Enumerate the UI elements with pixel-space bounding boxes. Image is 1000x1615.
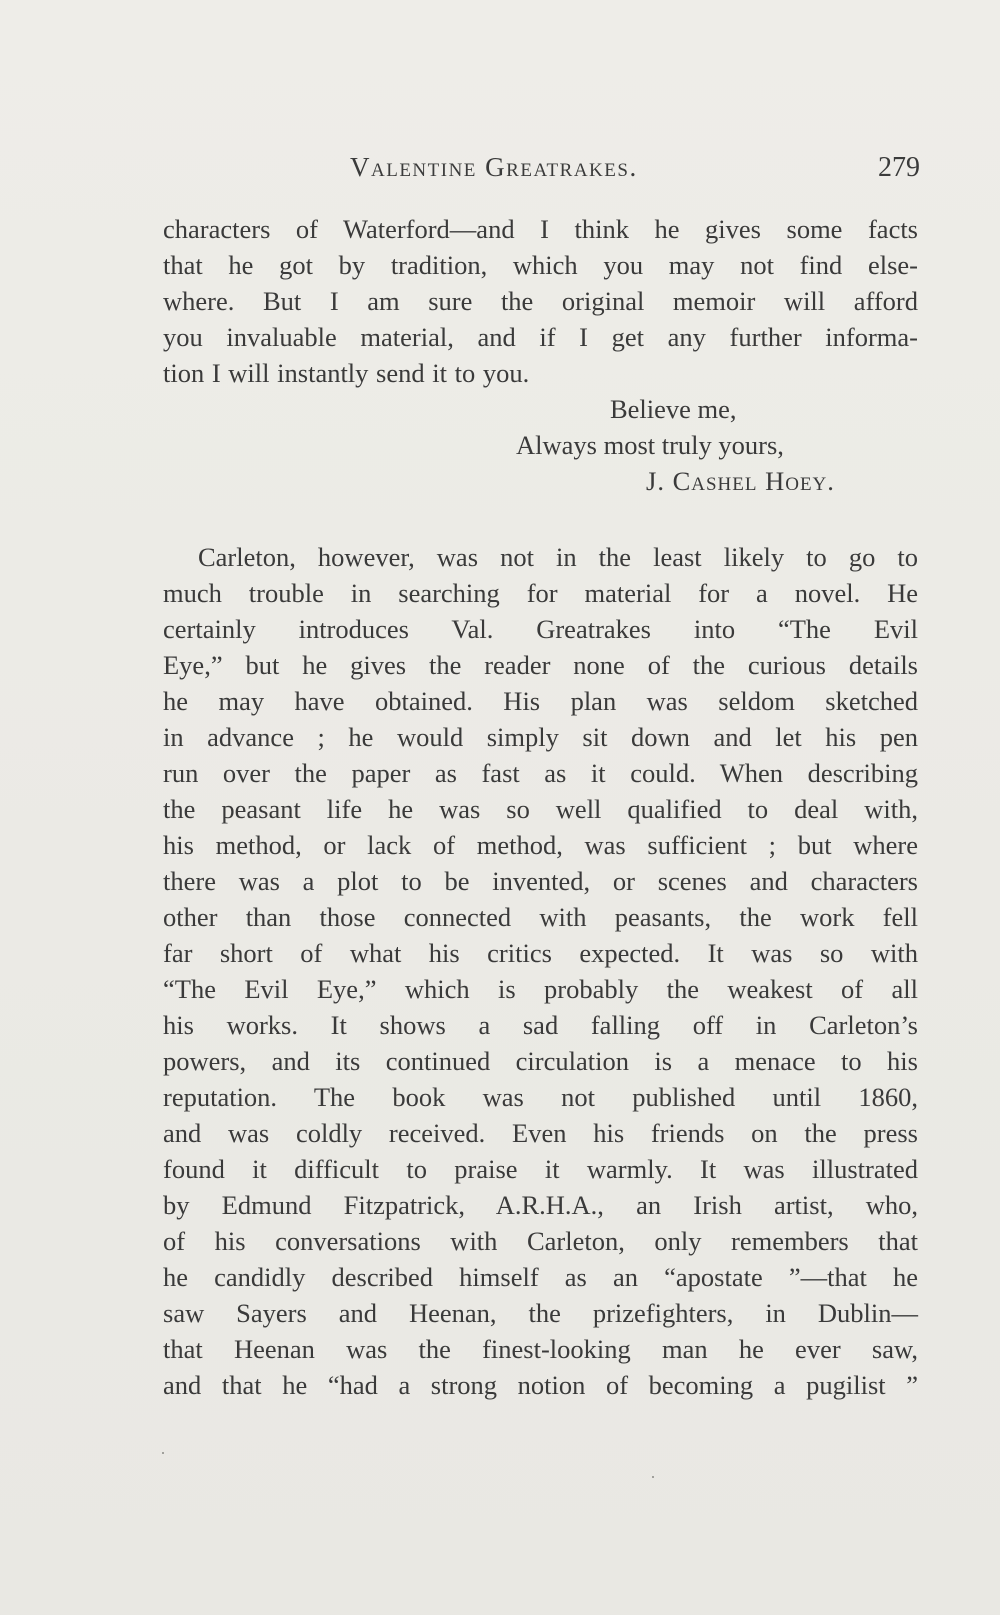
body-line: by Edmund Fitzpatrick, A.R.H.A., an Irish artist, who, <box>163 1190 918 1220</box>
body-line: and was coldly received. Even his friends on the press <box>163 1118 918 1148</box>
body-line: Carleton, however, was not in the least likely to go to <box>198 542 918 572</box>
body-line: other than those connected with peasants, the work fell <box>163 902 918 932</box>
body-line: that Heenan was the finest-looking man he ever saw, <box>163 1334 918 1364</box>
letter-line: tion I will instantly send it to you. <box>163 358 530 388</box>
closing-salutation: Believe me, <box>610 394 737 424</box>
body-line: there was a plot to be invented, or scenes and characters <box>163 866 918 896</box>
body-line: powers, and its continued circulation is a menace to his <box>163 1046 918 1076</box>
body-line: found it difficult to praise it warmly. It was illustrated <box>163 1154 918 1184</box>
body-line: he may have obtained. His plan was seldom sketched <box>163 686 918 716</box>
body-line: much trouble in searching for material for a novel. He <box>163 578 918 608</box>
body-line: run over the paper as fast as it could. When describing <box>163 758 918 788</box>
letter-line: that he got by tradition, which you may not find else- <box>163 250 918 280</box>
body-line: he candidly described himself as an “apostate ”—that he <box>163 1262 918 1292</box>
body-line: reputation. The book was not published until 1860, <box>163 1082 918 1112</box>
signature <box>646 466 835 497</box>
body-line: the peasant life he was so well qualified to deal with, <box>163 794 918 824</box>
letter-line: where. But I am sure the original memoir will afford <box>163 286 918 316</box>
body-line: Eye,” but he gives the reader none of the curious details <box>163 650 918 680</box>
body-line: his method, or lack of method, was sufficient ; but where <box>163 830 918 860</box>
closing-valediction: Always most truly yours, <box>516 430 784 460</box>
body-line: saw Sayers and Heenan, the prizefighters, in Dublin— <box>163 1298 918 1328</box>
body-line: certainly introduces Val. Greatrakes into “The Evil <box>163 614 918 644</box>
running-title: Valentine Greatrakes. <box>350 152 638 182</box>
body-line: his works. It shows a sad falling off in Carleton’s <box>163 1010 918 1040</box>
letter-line: characters of Waterford—and I think he gives some facts <box>163 214 918 244</box>
letter-line: you invaluable material, and if I get any further informa- <box>163 322 918 352</box>
page-header <box>160 152 920 192</box>
body-line: “The Evil Eye,” which is probably the weakest of all <box>163 974 918 1004</box>
signature-text: J. Cashel Hoey. <box>646 466 835 496</box>
body-line: of his conversations with Carleton, only remembers that <box>163 1226 918 1256</box>
body-line: and that he “had a strong notion of becoming a pugilist ” <box>163 1370 918 1400</box>
page-number: 279 <box>878 152 920 183</box>
body-line: far short of what his critics expected. It was so with <box>163 938 918 968</box>
paper-speck <box>162 1452 164 1454</box>
body-line: in advance ; he would simply sit down and let his pen <box>163 722 918 752</box>
paper-speck <box>652 1476 654 1478</box>
